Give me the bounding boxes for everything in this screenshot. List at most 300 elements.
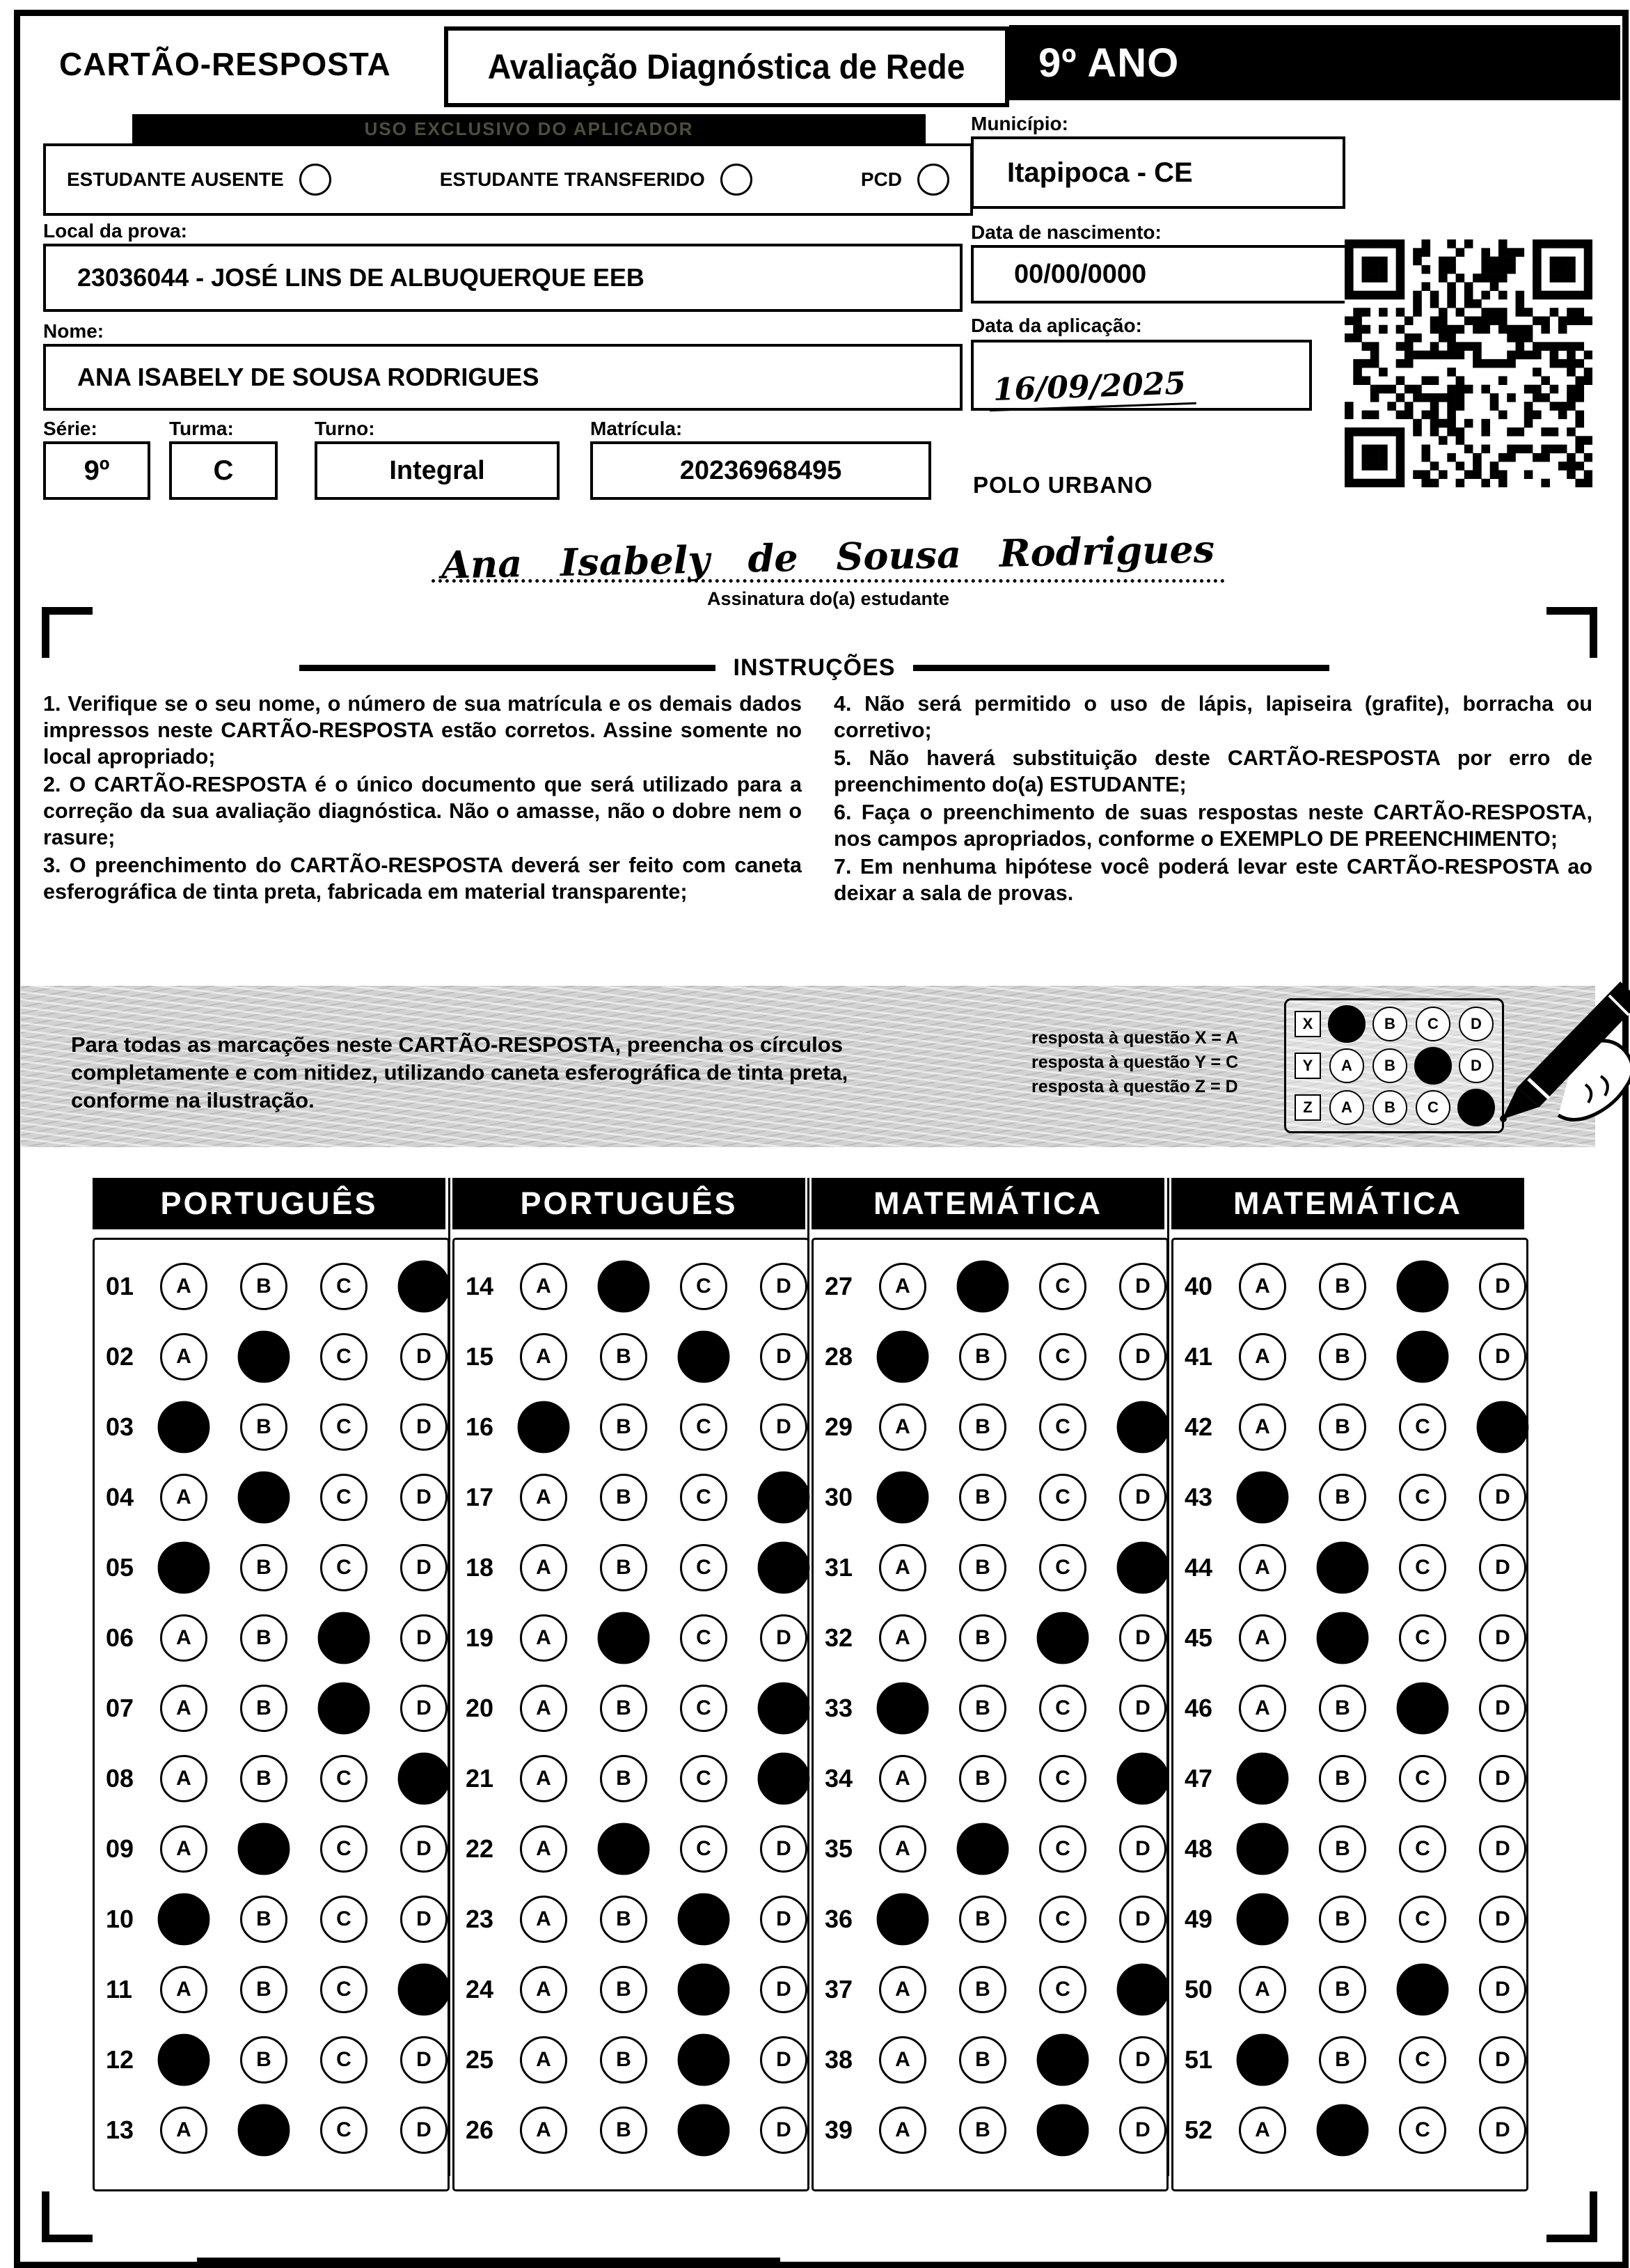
instruction-item: 6. Faça o preenchimento de suas respostas neste CARTÃO-RESPOSTA, nos campos apropriados, conforme o EXEMPLO DE PREENCHIMENTO; — [834, 801, 1592, 851]
turno-value: Integral — [389, 455, 485, 485]
answer-bubble-d[interactable]: D — [1479, 1966, 1526, 2013]
answer-bubble-d[interactable]: D — [1479, 1544, 1526, 1591]
signature-line[interactable] — [432, 515, 1225, 588]
answer-bubble-a-filled[interactable] — [1237, 1471, 1289, 1523]
answer-bubble-b[interactable]: B — [600, 1544, 647, 1591]
answer-bubble-c[interactable]: C — [320, 1755, 367, 1802]
answer-bubble-d-filled[interactable] — [1117, 1541, 1169, 1593]
answer-bubble-d-filled[interactable] — [398, 1260, 450, 1312]
answer-bubble-b[interactable]: B — [959, 1966, 1006, 2013]
answer-bubble-b[interactable]: B — [600, 2106, 647, 2154]
answer-bubble-c[interactable]: C — [1399, 1544, 1446, 1591]
answer-bubble-d[interactable]: D — [760, 1966, 807, 2013]
answer-bubble-b-filled[interactable] — [598, 1612, 650, 1664]
answer-bubble-d[interactable]: D — [760, 1403, 807, 1451]
answer-bubble-a[interactable]: A — [520, 1544, 567, 1591]
answer-bubble-a[interactable]: A — [1239, 1685, 1286, 1732]
answer-bubble-a[interactable]: A — [879, 2106, 926, 2154]
answer-bubble-d[interactable]: D — [400, 1474, 448, 1521]
question-number: 18 — [466, 1552, 494, 1582]
answer-bubble-c-filled[interactable] — [678, 1893, 730, 1945]
answer-bubble-b-filled[interactable] — [957, 1822, 1009, 1875]
answer-bubble-b[interactable]: B — [600, 1755, 647, 1802]
answer-bubble-a-filled[interactable] — [158, 2033, 210, 2086]
exam-title: Avaliação Diagnóstica de Rede — [488, 47, 965, 86]
question-row — [1173, 2024, 1526, 2095]
question-row — [95, 1462, 448, 1532]
answer-bubble-b[interactable]: B — [1319, 1825, 1366, 1873]
answer-bubble-b[interactable]: B — [240, 1966, 287, 2013]
answer-bubble-a-filled[interactable] — [1237, 2033, 1289, 2086]
answer-bubble-d[interactable]: D — [1119, 1474, 1166, 1521]
answer-bubble-d[interactable]: D — [760, 2106, 807, 2154]
question-row — [1173, 1251, 1526, 1321]
answer-bubble-a[interactable]: A — [879, 1544, 926, 1591]
question-row — [1173, 1673, 1526, 1743]
answer-bubble-b[interactable]: B — [240, 1614, 287, 1662]
answer-bubble-a[interactable]: A — [160, 1685, 207, 1732]
instruction-item: 1. Verifique se o seu nome, o número de sua matrícula e os demais dados impressos neste CARTÃO-RESPOSTA estão corretos. Assine somente no local apropriado; — [43, 692, 802, 769]
nome-value: ANA ISABELY DE SOUSA RODRIGUES — [77, 363, 539, 391]
question-row — [814, 1321, 1166, 1392]
answer-bubble-a[interactable]: A — [160, 1474, 207, 1521]
answer-bubble-c-filled[interactable] — [1037, 2104, 1089, 2156]
answer-bubble-a-filled[interactable] — [877, 1893, 929, 1945]
answer-bubble-a-filled[interactable] — [1237, 1893, 1289, 1945]
answer-bubble-d[interactable]: D — [760, 1333, 807, 1380]
answer-bubble-c-filled[interactable] — [1037, 2033, 1089, 2086]
answer-bubble-c[interactable]: C — [680, 1544, 727, 1591]
answer-bubble-a[interactable]: A — [160, 1333, 207, 1380]
answer-bubble-c[interactable]: C — [1039, 1333, 1086, 1380]
answer-bubble-d-filled[interactable] — [758, 1682, 810, 1734]
answer-bubble-c[interactable]: C — [680, 1825, 727, 1873]
answer-bubble-a[interactable]: A — [1239, 1544, 1286, 1591]
answer-bubble-d[interactable]: D — [1479, 1474, 1526, 1521]
question-row — [814, 1602, 1166, 1673]
answer-bubble-b[interactable]: B — [240, 1685, 287, 1732]
answer-bubble-b[interactable]: B — [959, 1474, 1006, 1521]
answer-bubble-c[interactable]: C — [1399, 1896, 1446, 1943]
question-row — [1173, 1884, 1526, 1954]
answer-bubble-a[interactable]: A — [1239, 1263, 1286, 1310]
answer-bubble-d[interactable]: D — [760, 1896, 807, 1943]
example-bubble-a-filled — [1328, 1005, 1366, 1043]
answer-bubble-c[interactable]: C — [680, 1685, 727, 1732]
instruction-item: 3. O preenchimento do CARTÃO-RESPOSTA deverá ser feito com caneta esferográfica de tinta preta, fabricada em material transparente; — [43, 853, 802, 904]
answer-bubble-d[interactable]: D — [1119, 1263, 1166, 1310]
answer-bubble-b-filled[interactable] — [238, 1471, 290, 1523]
answer-bubble-c[interactable]: C — [1399, 1825, 1446, 1873]
question-row — [454, 1462, 807, 1532]
question-row — [95, 1884, 448, 1954]
answer-bubble-c[interactable]: C — [1399, 1474, 1446, 1521]
question-row — [1173, 1321, 1526, 1392]
answer-bubble-c[interactable]: C — [1399, 2036, 1446, 2084]
answer-bubble-a-filled[interactable] — [158, 1401, 210, 1453]
answer-bubble-c[interactable]: C — [320, 1403, 367, 1451]
question-number: 31 — [825, 1552, 853, 1582]
question-row — [454, 1251, 807, 1321]
answer-bubble-b[interactable]: B — [959, 1896, 1006, 1943]
answer-bubble-c[interactable]: C — [320, 2036, 367, 2084]
answer-bubble-a[interactable]: A — [160, 1825, 207, 1873]
answer-bubble-a[interactable]: A — [879, 1825, 926, 1873]
question-row — [454, 1884, 807, 1954]
answer-bubble-a[interactable]: A — [1239, 2106, 1286, 2154]
question-row — [454, 1743, 807, 1813]
question-row — [814, 1813, 1166, 1884]
answer-bubble-c[interactable]: C — [1399, 2106, 1446, 2154]
answer-bubble-d-filled[interactable] — [1477, 1401, 1529, 1453]
answer-bubble-b-filled[interactable] — [1317, 1612, 1369, 1664]
corner-bracket-top-left — [42, 607, 93, 658]
answer-bubble-c[interactable]: C — [320, 1825, 367, 1873]
answer-bubble-a[interactable]: A — [160, 1755, 207, 1802]
question-row — [1173, 1954, 1526, 2024]
question-row — [814, 1884, 1166, 1954]
answer-bubble-c[interactable]: C — [320, 1966, 367, 2013]
answer-bubble-b[interactable]: B — [1319, 1685, 1366, 1732]
answer-bubble-c[interactable]: C — [320, 1333, 367, 1380]
answer-bubble-b[interactable]: B — [600, 2036, 647, 2084]
answer-bubble-a[interactable]: A — [520, 1685, 567, 1732]
answer-bubble-d[interactable]: D — [400, 2036, 448, 2084]
answer-bubble-d[interactable]: D — [1479, 1263, 1526, 1310]
answer-bubble-d[interactable]: D — [1479, 1685, 1526, 1732]
answer-bubble-d[interactable]: D — [400, 1685, 448, 1732]
answer-bubble-a[interactable]: A — [520, 1896, 567, 1943]
question-row — [1173, 1392, 1526, 1462]
answer-bubble-b[interactable]: B — [240, 1403, 287, 1451]
answer-bubble-a[interactable]: A — [160, 1263, 207, 1310]
answer-bubble-b[interactable]: B — [240, 1263, 287, 1310]
answer-bubble-b[interactable]: B — [600, 1896, 647, 1943]
answer-bubble-a[interactable]: A — [520, 1966, 567, 2013]
answer-bubble-c[interactable]: C — [1039, 1685, 1086, 1732]
answer-bubble-b-filled[interactable] — [1317, 1541, 1369, 1593]
answer-bubble-c[interactable]: C — [320, 1896, 367, 1943]
answer-bubble-a-filled[interactable] — [877, 1471, 929, 1523]
answer-bubble-c[interactable]: C — [320, 2106, 367, 2154]
question-row — [454, 1392, 807, 1462]
answer-bubble-c[interactable]: C — [320, 1544, 367, 1591]
instructions-title: INSTRUÇÕES — [733, 654, 896, 681]
answer-bubble-c[interactable]: C — [680, 1474, 727, 1521]
answer-bubble-a[interactable]: A — [520, 1614, 567, 1662]
ausente-circle[interactable] — [299, 164, 331, 196]
answer-bubble-c[interactable]: C — [1039, 1403, 1086, 1451]
answer-bubble-a[interactable]: A — [160, 1614, 207, 1662]
question-number: 19 — [466, 1623, 494, 1652]
answer-bubble-b[interactable]: B — [959, 2036, 1006, 2084]
answer-bubble-c-filled[interactable] — [1397, 1330, 1449, 1383]
instructions-rule-right — [913, 665, 1329, 671]
answer-bubble-d[interactable]: D — [760, 1614, 807, 1662]
grade-label: 9º ANO — [1038, 40, 1180, 86]
polo-label: POLO URBANO — [973, 472, 1153, 498]
answer-bubble-b[interactable]: B — [1319, 1966, 1366, 2013]
answer-bubble-d[interactable]: D — [1479, 2106, 1526, 2154]
key-line-y: resposta à questão Y = C — [1031, 1053, 1239, 1072]
question-number: 27 — [825, 1271, 853, 1300]
answer-bubble-d[interactable]: D — [1479, 1614, 1526, 1662]
answer-bubble-a-filled[interactable] — [158, 1893, 210, 1945]
answer-bubble-b[interactable]: B — [240, 1896, 287, 1943]
answer-bubble-a[interactable]: A — [1239, 1966, 1286, 2013]
answer-bubble-d-filled[interactable] — [758, 1471, 810, 1523]
answer-bubble-b[interactable]: B — [600, 1685, 647, 1732]
answer-bubble-b[interactable]: B — [600, 1474, 647, 1521]
answer-bubble-c[interactable]: C — [320, 1263, 367, 1310]
question-number: 20 — [466, 1693, 494, 1722]
question-number: 21 — [466, 1763, 494, 1793]
question-number: 52 — [1185, 2115, 1213, 2144]
instructions-rule-left — [299, 665, 715, 671]
answer-bubble-c[interactable]: C — [1039, 1896, 1086, 1943]
answer-bubble-a-filled[interactable] — [1237, 1752, 1289, 1804]
nascimento-label: Data de nascimento: — [971, 221, 1162, 243]
answer-bubble-c[interactable]: C — [1039, 1966, 1086, 2013]
question-number: 44 — [1185, 1552, 1213, 1582]
answer-bubble-a-filled[interactable] — [518, 1401, 570, 1453]
answer-bubble-b[interactable]: B — [959, 1614, 1006, 1662]
answer-bubble-a[interactable]: A — [520, 1474, 567, 1521]
answer-bubble-b[interactable]: B — [240, 2036, 287, 2084]
answer-bubble-a[interactable]: A — [520, 1333, 567, 1380]
answer-bubble-a[interactable]: A — [879, 1614, 926, 1662]
aplicador-bar-label: USO EXCLUSIVO DO APLICADOR — [364, 118, 694, 139]
answer-bubble-a-filled[interactable] — [877, 1330, 929, 1383]
local-value: 23036044 - JOSÉ LINS DE ALBUQUERQUE EEB — [77, 263, 644, 292]
question-row — [454, 2024, 807, 2095]
key-line-z: resposta à questão Z = D — [1031, 1077, 1238, 1096]
question-number: 10 — [106, 1904, 134, 1933]
answer-bubble-d[interactable]: D — [1479, 1825, 1526, 1873]
answer-bubble-d-filled[interactable] — [1117, 1963, 1169, 2015]
example-bubble-c: C — [1416, 1090, 1450, 1125]
answer-bubble-a[interactable]: A — [160, 2106, 207, 2154]
nascimento-value: 00/00/0000 — [1014, 259, 1147, 289]
example-row-label: Y — [1295, 1053, 1321, 1079]
answer-bubble-d[interactable]: D — [1479, 1755, 1526, 1802]
answer-bubble-b-filled[interactable] — [1317, 2104, 1369, 2156]
answer-bubble-b[interactable]: B — [1319, 1263, 1366, 1310]
answer-bubble-c[interactable]: C — [1399, 1614, 1446, 1662]
question-row — [1173, 1462, 1526, 1532]
answer-bubble-b[interactable]: B — [240, 1544, 287, 1591]
answer-bubble-d[interactable]: D — [400, 1614, 448, 1662]
transferido-circle[interactable] — [720, 164, 752, 196]
answer-bubble-d-filled[interactable] — [758, 1752, 810, 1804]
answer-bubble-a[interactable]: A — [520, 1755, 567, 1802]
question-row — [95, 1392, 448, 1462]
answer-bubble-b-filled[interactable] — [238, 1330, 290, 1383]
answer-bubble-b[interactable]: B — [959, 1685, 1006, 1732]
answer-bubble-b-filled[interactable] — [598, 1822, 650, 1875]
question-number: 51 — [1185, 2045, 1213, 2074]
answer-bubble-b[interactable]: B — [1319, 1474, 1366, 1521]
answer-bubble-a[interactable]: A — [1239, 1333, 1286, 1380]
answer-bubble-c[interactable]: C — [1039, 1755, 1086, 1802]
answer-bubble-b[interactable]: B — [959, 1755, 1006, 1802]
answer-bubble-c[interactable]: C — [680, 1755, 727, 1802]
answer-bubble-c[interactable]: C — [680, 1403, 727, 1451]
answer-bubble-c[interactable]: C — [1399, 1403, 1446, 1451]
answer-bubble-a[interactable]: A — [520, 1263, 567, 1310]
answer-bubble-b[interactable]: B — [240, 1755, 287, 1802]
answer-bubble-c-filled[interactable] — [678, 1963, 730, 2015]
answer-bubble-b[interactable]: B — [959, 1333, 1006, 1380]
matricula-box — [590, 441, 931, 500]
question-number: 39 — [825, 2115, 853, 2144]
aplicador-bar — [132, 114, 926, 143]
answer-bubble-c[interactable]: C — [1399, 1755, 1446, 1802]
option-pcd — [861, 164, 949, 196]
answer-bubble-a-filled[interactable] — [1237, 1822, 1289, 1875]
answer-bubble-d[interactable]: D — [1119, 1333, 1166, 1380]
answer-bubble-d[interactable]: D — [1119, 1825, 1166, 1873]
question-number: 24 — [466, 1974, 494, 2003]
answer-bubble-b[interactable]: B — [959, 1544, 1006, 1591]
answer-bubble-b[interactable]: B — [1319, 2036, 1366, 2084]
answer-bubble-c-filled[interactable] — [1037, 1612, 1089, 1664]
answer-bubble-a[interactable]: A — [520, 2106, 567, 2154]
answer-bubble-d[interactable]: D — [400, 1896, 448, 1943]
answer-bubble-d[interactable]: D — [400, 1333, 448, 1380]
answer-bubble-c-filled[interactable] — [678, 2104, 730, 2156]
instructions-columns — [43, 691, 1592, 908]
answer-bubble-d-filled[interactable] — [1117, 1752, 1169, 1804]
answer-bubble-d[interactable]: D — [760, 2036, 807, 2084]
turma-label: Turma: — [169, 418, 234, 439]
answer-bubble-c-filled[interactable] — [678, 2033, 730, 2086]
question-row — [454, 1813, 807, 1884]
answer-bubble-b[interactable]: B — [959, 1403, 1006, 1451]
answer-bubble-a[interactable]: A — [879, 2036, 926, 2084]
answer-bubble-c-filled[interactable] — [1397, 1682, 1449, 1734]
answer-bubble-b[interactable]: B — [1319, 1896, 1366, 1943]
question-number: 26 — [466, 2115, 494, 2144]
aplicacao-box — [971, 340, 1312, 411]
answer-bubble-d-filled[interactable] — [398, 1752, 450, 1804]
answer-bubble-d-filled[interactable] — [758, 1541, 810, 1593]
example-bubble-c: C — [1416, 1007, 1450, 1041]
answer-bubble-a[interactable]: A — [1239, 1614, 1286, 1662]
answer-bubble-d[interactable]: D — [400, 1403, 448, 1451]
answer-bubble-a[interactable]: A — [879, 1966, 926, 2013]
question-row — [814, 1251, 1166, 1321]
example-row-label: X — [1295, 1011, 1321, 1037]
answer-bubble-a[interactable]: A — [1239, 1403, 1286, 1451]
transferido-label: ESTUDANTE TRANSFERIDO — [439, 168, 705, 190]
answer-bubble-c[interactable]: C — [1039, 1263, 1086, 1310]
answer-bubble-d[interactable]: D — [1119, 1896, 1166, 1943]
answer-bubble-b[interactable]: B — [1319, 1403, 1366, 1451]
answer-bubble-b-filled[interactable] — [238, 2104, 290, 2156]
answer-bubble-c[interactable]: C — [1039, 1474, 1086, 1521]
question-number: 37 — [825, 1974, 853, 2003]
answer-bubble-a[interactable]: A — [520, 2036, 567, 2084]
answer-bubble-a[interactable]: A — [879, 1755, 926, 1802]
answer-bubble-b[interactable]: B — [959, 2106, 1006, 2154]
answer-bubble-c[interactable]: C — [680, 1614, 727, 1662]
answer-bubble-b-filled[interactable] — [598, 1260, 650, 1312]
answer-bubble-d[interactable]: D — [400, 2106, 448, 2154]
matricula-value: 20236968495 — [679, 455, 842, 485]
turno-label: Turno: — [315, 418, 375, 439]
answer-bubble-d[interactable]: D — [1479, 2036, 1526, 2084]
answer-bubble-d[interactable]: D — [760, 1263, 807, 1310]
question-number: 41 — [1185, 1341, 1213, 1371]
answer-bubble-a-filled[interactable] — [158, 1541, 210, 1593]
answer-bubble-c-filled[interactable] — [1397, 1260, 1449, 1312]
answer-bubble-b-filled[interactable] — [238, 1822, 290, 1875]
answer-bubble-d[interactable]: D — [1119, 1614, 1166, 1662]
nascimento-box — [971, 245, 1352, 304]
question-row — [95, 2095, 448, 2165]
answer-bubble-b[interactable]: B — [600, 1333, 647, 1380]
answer-bubble-d[interactable]: D — [1479, 1333, 1526, 1380]
answer-bubble-c-filled[interactable] — [318, 1612, 370, 1664]
question-row — [95, 1602, 448, 1673]
question-row — [814, 2095, 1166, 2165]
answer-bubble-d[interactable]: D — [1119, 2036, 1166, 2084]
answer-bubble-d[interactable]: D — [400, 1544, 448, 1591]
question-number: 49 — [1185, 1904, 1213, 1933]
municipio-box — [971, 136, 1345, 209]
answer-bubble-a[interactable]: A — [160, 1966, 207, 2013]
answer-grid-matematica-2 — [1171, 1238, 1528, 2191]
answer-bubble-d[interactable]: D — [1479, 1896, 1526, 1943]
answer-bubble-d-filled[interactable] — [398, 1963, 450, 2015]
answer-bubble-a[interactable]: A — [520, 1825, 567, 1873]
answer-bubble-b[interactable]: B — [600, 1966, 647, 2013]
answer-bubble-d[interactable]: D — [400, 1825, 448, 1873]
answer-bubble-d[interactable]: D — [1119, 2106, 1166, 2154]
aplicacao-handwritten-date: 16/09/2025 — [988, 365, 1196, 411]
answer-bubble-c-filled[interactable] — [1397, 1963, 1449, 2015]
answer-bubble-a[interactable]: A — [879, 1263, 926, 1310]
answer-bubble-b[interactable]: B — [1319, 1755, 1366, 1802]
question-row — [454, 1602, 807, 1673]
question-row — [814, 1673, 1166, 1743]
question-row — [814, 1392, 1166, 1462]
pcd-circle[interactable] — [917, 164, 949, 196]
answer-grid-portugues-1 — [93, 1238, 450, 2191]
question-row — [95, 1251, 448, 1321]
question-row — [95, 1532, 448, 1602]
answer-bubble-a[interactable]: A — [879, 1403, 926, 1451]
answer-bubble-b[interactable]: B — [1319, 1333, 1366, 1380]
answer-bubble-c-filled[interactable] — [678, 1330, 730, 1383]
example-row-label: Z — [1295, 1094, 1321, 1121]
nome-label: Nome: — [43, 320, 104, 342]
answer-bubble-a-filled[interactable] — [877, 1682, 929, 1734]
answer-bubble-c[interactable]: C — [1039, 1544, 1086, 1591]
answer-bubble-c[interactable]: C — [680, 1263, 727, 1310]
question-number: 01 — [106, 1271, 134, 1300]
answer-bubble-d-filled[interactable] — [1117, 1401, 1169, 1453]
answer-bubble-c[interactable]: C — [320, 1474, 367, 1521]
answer-bubble-d[interactable]: D — [1119, 1685, 1166, 1732]
answer-bubble-c[interactable]: C — [1039, 1825, 1086, 1873]
question-number: 50 — [1185, 1974, 1213, 2003]
answer-bubble-d[interactable]: D — [760, 1825, 807, 1873]
answer-bubble-b[interactable]: B — [600, 1403, 647, 1451]
answer-bubble-c-filled[interactable] — [318, 1682, 370, 1734]
answer-bubble-b-filled[interactable] — [957, 1260, 1009, 1312]
